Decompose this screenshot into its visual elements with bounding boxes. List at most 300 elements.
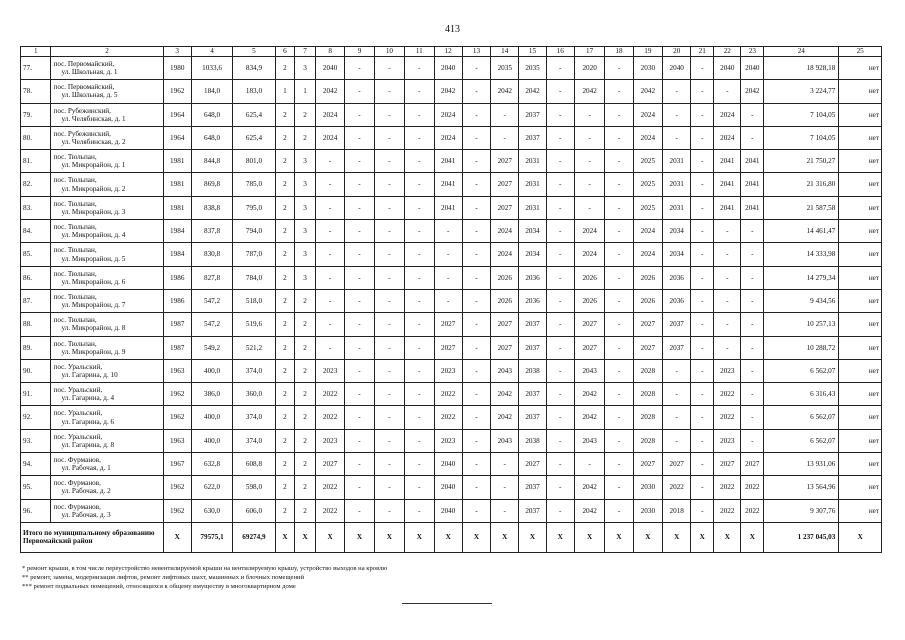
table-cell: - [714,266,741,289]
table-cell: нет [839,103,882,126]
table-cell: 2028 [633,429,662,452]
table-cell: - [491,499,519,522]
table-cell: 2 [275,266,295,289]
table-cell: 1967 [163,453,191,476]
table-cell: - [374,383,404,406]
table-cell: 2041 [714,173,741,196]
row-number-cell: 87. [21,289,51,312]
table-cell: - [546,220,574,243]
table-cell: - [546,313,574,336]
table-cell: 2 [295,383,316,406]
table-cell: 2028 [633,383,662,406]
table-cell: - [405,103,434,126]
table-row [21,406,882,429]
table-cell: - [405,289,434,312]
table-cell: - [405,453,434,476]
column-number-row [21,47,882,57]
table-cell: - [374,313,404,336]
address-line: пос. Первомайский, [53,83,115,92]
table-cell: 184,0 [191,80,232,103]
table-cell: - [315,173,344,196]
table-cell: 2022 [663,476,691,499]
table-cell: - [462,80,490,103]
table-cell: - [491,103,519,126]
total-x-cell: X [714,522,741,552]
table-cell: - [691,150,714,173]
address-line: ул. Школьная, д. 1 [61,68,118,77]
table-cell: - [691,359,714,382]
table-cell: - [345,243,374,266]
table-cell: 2040 [315,57,344,80]
column-number: 15 [519,47,546,57]
table-cell: - [691,196,714,219]
address-line: пос. Тюльпан, [53,199,97,208]
table-cell: - [691,126,714,149]
table-cell: - [691,80,714,103]
table-cell: - [315,313,344,336]
total-x-cell: X [374,522,404,552]
table-cell: - [405,220,434,243]
total-x-cell: X [405,522,434,552]
footnotes [22,564,387,591]
table-cell: 2 [295,313,316,336]
table-cell: - [546,429,574,452]
table-cell: 2 [295,406,316,429]
table-cell: 3 [295,57,316,80]
table-cell: 2 [295,499,316,522]
table-cell: 2 [295,289,316,312]
cost-cell: 6 562,07 [764,406,839,429]
address-line: пос. Фурманов, [53,502,101,511]
table-cell: - [374,266,404,289]
row-number-cell: 89. [21,336,51,359]
table-cell: - [374,359,404,382]
address-cell [51,57,163,80]
table-cell: 2040 [434,499,462,522]
table-cell: - [574,103,604,126]
table-row [21,383,882,406]
table-cell: - [714,80,741,103]
table-cell: 2022 [714,476,741,499]
table-cell: 787,0 [233,243,275,266]
table-cell: - [345,313,374,336]
table-cell: 1987 [163,336,191,359]
total-cost-cell: 1 237 045,03 [764,522,839,552]
footnote: ** ремонт, замена, модернизация лифтов, ремонт лифтовых шахт, машинных и блочных помещений [22,574,305,581]
table-cell: 784,0 [233,266,275,289]
table-cell: 2022 [741,476,764,499]
table-cell: - [491,453,519,476]
table-cell: - [462,173,490,196]
table-cell: - [374,429,404,452]
column-number: 4 [191,47,232,57]
cost-cell: 14 279,34 [764,266,839,289]
table-cell: 2035 [491,57,519,80]
footnote: * ремонт крыши, в том числе переустройство невентилируемой крыши на вентилируемую крышу, устройство выходов на кровлю [22,565,388,572]
table-cell: - [546,243,574,266]
table-cell: 2027 [633,336,662,359]
table-cell: 374,0 [233,359,275,382]
table-cell: 2 [275,150,295,173]
total-x-cell: X [546,522,574,552]
table-cell: - [315,196,344,219]
row-number-cell: 82. [21,173,51,196]
row-number-cell: 80. [21,126,51,149]
column-number: 2 [51,47,163,57]
table-cell: нет [839,313,882,336]
address-line: пос. Фурманов, [53,455,101,464]
table-cell: 785,0 [233,173,275,196]
table-cell: 2042 [491,383,519,406]
table-cell: 2 [275,289,295,312]
table-cell: - [374,103,404,126]
table-cell: 2 [295,126,316,149]
row-number-cell: 95. [21,476,51,499]
address-cell [51,126,163,149]
table-cell: - [546,406,574,429]
table-cell: 2041 [434,150,462,173]
address-cell [51,243,163,266]
table-cell: 2042 [574,499,604,522]
address-line: ул. Микрорайон, д. 7 [61,301,126,310]
table-cell: 2031 [519,173,546,196]
table-cell: 2024 [315,103,344,126]
table-cell: 2024 [434,103,462,126]
row-number-cell: 93. [21,429,51,452]
table-cell: 2 [275,406,295,429]
table-cell: 2042 [633,80,662,103]
table-cell: 1 [295,80,316,103]
address-line: ул. Микрорайон, д. 6 [61,277,126,286]
table-cell: - [741,103,764,126]
table-cell: 2026 [491,266,519,289]
table-cell: 3 [295,150,316,173]
table-cell: 2042 [491,406,519,429]
table-cell: 2040 [434,476,462,499]
address-cell [51,359,163,382]
table-row [21,453,882,476]
table-cell: - [605,383,633,406]
table-row [21,476,882,499]
table-cell: 2023 [714,429,741,452]
table-cell: - [374,289,404,312]
table-cell: 2037 [663,313,691,336]
table-cell: 2026 [574,289,604,312]
table-cell: - [714,243,741,266]
address-line: пос. Тюльпан, [53,316,97,325]
cost-cell: 7 104,05 [764,126,839,149]
table-cell: 2026 [574,266,604,289]
table-cell: 2022 [434,383,462,406]
table-cell: 2026 [633,289,662,312]
row-number-cell: 83. [21,196,51,219]
table-cell: 2022 [714,499,741,522]
table-cell: 3 [295,196,316,219]
table-cell: 2034 [519,220,546,243]
address-line: ул. Рабочая, д. 3 [61,510,111,519]
column-number: 25 [839,47,882,57]
table-cell: 2027 [663,453,691,476]
table-cell: 1962 [163,499,191,522]
total-x-cell: X [741,522,764,552]
table-cell: - [462,220,490,243]
address-line: ул. Гагарина, д. 4 [61,394,115,403]
total-x-cell: X [275,522,295,552]
total-x-cell: X [839,522,882,552]
column-number: 23 [741,47,764,57]
table-cell: - [374,220,404,243]
total-x-cell: X [491,522,519,552]
table-cell: 2040 [741,57,764,80]
table-cell: 837,8 [191,220,232,243]
table-cell: 794,0 [233,220,275,243]
table-cell: - [462,289,490,312]
table-cell: 2042 [574,476,604,499]
table-cell: - [345,336,374,359]
table-cell: 2037 [519,103,546,126]
table-cell: 2028 [633,406,662,429]
column-number: 1 [21,47,51,57]
table-cell: 2043 [491,359,519,382]
address-cell [51,383,163,406]
address-line: ул. Микрорайон, д. 4 [61,231,126,240]
total-x-cell: X [691,522,714,552]
table-cell: 2026 [491,289,519,312]
table-cell: 2036 [663,266,691,289]
table-cell: 3 [295,220,316,243]
table-cell: нет [839,476,882,499]
table-cell: 2027 [491,150,519,173]
table-row [21,266,882,289]
table-cell: нет [839,243,882,266]
table-cell: - [405,359,434,382]
table-cell: 2022 [714,406,741,429]
table-cell: 2041 [741,196,764,219]
table-cell: 2027 [633,453,662,476]
address-cell [51,220,163,243]
table-cell: 2 [275,476,295,499]
table-cell: 2 [295,453,316,476]
address-line: ул. Микрорайон, д. 5 [61,254,126,263]
cost-cell: 14 333,98 [764,243,839,266]
cost-cell: 13 931,06 [764,453,839,476]
address-line: пос. Тюльпан, [53,292,97,301]
table-cell: 2040 [714,57,741,80]
table-cell: - [491,126,519,149]
table-cell: - [345,173,374,196]
table-cell: - [741,359,764,382]
table-cell: - [663,406,691,429]
table-cell: 1981 [163,173,191,196]
address-line: пос. Тюльпан, [53,339,97,348]
table-row [21,220,882,243]
table-cell: 2025 [633,196,662,219]
column-number: 3 [163,47,191,57]
table-cell: нет [839,289,882,312]
address-line: пос. Тюльпан, [53,153,97,162]
table-cell: 2024 [633,103,662,126]
table-row [21,103,882,126]
table-cell: 2037 [663,336,691,359]
total-x-cell: X [633,522,662,552]
address-line: ул. Рабочая, д. 2 [61,487,111,496]
table-cell: - [405,150,434,173]
table-row [21,80,882,103]
table-cell: - [405,173,434,196]
table-cell: 519,6 [233,313,275,336]
table-cell: - [374,57,404,80]
table-cell: - [691,103,714,126]
table-cell: - [546,383,574,406]
table-row [21,57,882,80]
table-cell: 2042 [741,80,764,103]
table-cell: - [345,220,374,243]
table-cell: 2022 [315,406,344,429]
table-cell: 2031 [519,196,546,219]
table-cell: - [345,80,374,103]
table-row [21,359,882,382]
table-cell: - [462,453,490,476]
table-cell: - [405,406,434,429]
row-number-cell: 85. [21,243,51,266]
table-cell: - [462,150,490,173]
address-line: пос. Уральский, [53,386,103,395]
table-cell: 2041 [434,173,462,196]
table-cell: - [546,103,574,126]
cost-cell: 7 104,05 [764,103,839,126]
table-cell: нет [839,150,882,173]
table-cell: 400,0 [191,359,232,382]
address-line: пос. Уральский, [53,362,103,371]
table-cell: - [462,336,490,359]
table-cell: 1986 [163,289,191,312]
table-cell: - [405,499,434,522]
address-line: ул. Гагарина, д. 10 [61,371,118,379]
table-cell: 2043 [491,429,519,452]
table-cell: 2041 [714,150,741,173]
table-cell: нет [839,429,882,452]
column-number: 6 [275,47,295,57]
table-cell: 834,9 [233,57,275,80]
table-cell: 1962 [163,476,191,499]
table-row [21,173,882,196]
table-cell: нет [839,453,882,476]
table-cell: - [546,126,574,149]
table-cell: 625,4 [233,103,275,126]
table-cell: - [374,173,404,196]
cost-cell: 18 928,18 [764,57,839,80]
table-cell: 2030 [633,476,662,499]
total-row [21,522,882,552]
table-cell: - [374,150,404,173]
table-cell: - [315,243,344,266]
total-x-cell: X [605,522,633,552]
table-cell: 648,0 [191,126,232,149]
table-row [21,289,882,312]
table-cell: 1 [275,80,295,103]
address-line: пос. Фурманов, [53,479,101,488]
table-cell: - [491,476,519,499]
column-number: 10 [374,47,404,57]
table-cell: - [605,80,633,103]
address-cell [51,150,163,173]
address-cell [51,406,163,429]
table-cell: - [691,476,714,499]
table-cell: 844,8 [191,150,232,173]
table-cell: - [546,336,574,359]
table-cell: - [315,336,344,359]
table-row [21,126,882,149]
table-cell: 2 [295,359,316,382]
column-number: 19 [633,47,662,57]
table-cell: - [374,336,404,359]
row-number-cell: 96. [21,499,51,522]
table-cell: - [741,336,764,359]
address-cell [51,196,163,219]
table-row [21,150,882,173]
table-cell: - [434,243,462,266]
table-cell: 360,0 [233,383,275,406]
table-cell: - [741,429,764,452]
table-cell: 2042 [315,80,344,103]
table-cell: - [714,313,741,336]
table-cell: - [574,126,604,149]
table-cell: 549,2 [191,336,232,359]
table-cell: 2030 [633,499,662,522]
table-cell: 2020 [574,57,604,80]
address-line: пос. Рубежинский, [53,129,111,138]
table-cell: - [462,57,490,80]
table-cell: - [345,476,374,499]
table-cell: - [605,103,633,126]
table-cell: 2023 [714,359,741,382]
table-cell: 2041 [714,196,741,219]
cost-cell: 6 562,07 [764,429,839,452]
table-cell: 598,0 [233,476,275,499]
table-cell: нет [839,196,882,219]
table-cell: - [345,57,374,80]
table-cell: - [374,499,404,522]
table-cell: 2 [275,103,295,126]
table-cell: 2024 [633,220,662,243]
table-cell: 2027 [519,453,546,476]
table-cell: 1980 [163,57,191,80]
table-row [21,313,882,336]
row-number-cell: 78. [21,80,51,103]
table-cell: - [691,499,714,522]
address-cell [51,80,163,103]
address-line: ул. Рабочая, д. 1 [61,464,111,473]
table-cell: нет [839,383,882,406]
table-cell: 2027 [633,313,662,336]
table-cell: 2 [295,103,316,126]
table-cell: 2022 [434,406,462,429]
table-cell: - [605,173,633,196]
column-number: 20 [663,47,691,57]
cost-cell: 9 434,56 [764,289,839,312]
table-cell: 1033,6 [191,57,232,80]
table-cell: - [405,266,434,289]
table-cell: 2 [295,429,316,452]
table-cell: 622,0 [191,476,232,499]
table-cell: 521,2 [233,336,275,359]
table-cell: 648,0 [191,103,232,126]
table-cell: 2018 [663,499,691,522]
table-cell: нет [839,266,882,289]
table-cell: 2 [275,453,295,476]
table-cell: 2024 [633,243,662,266]
address-line: ул. Гагарина, д. 8 [61,440,115,449]
